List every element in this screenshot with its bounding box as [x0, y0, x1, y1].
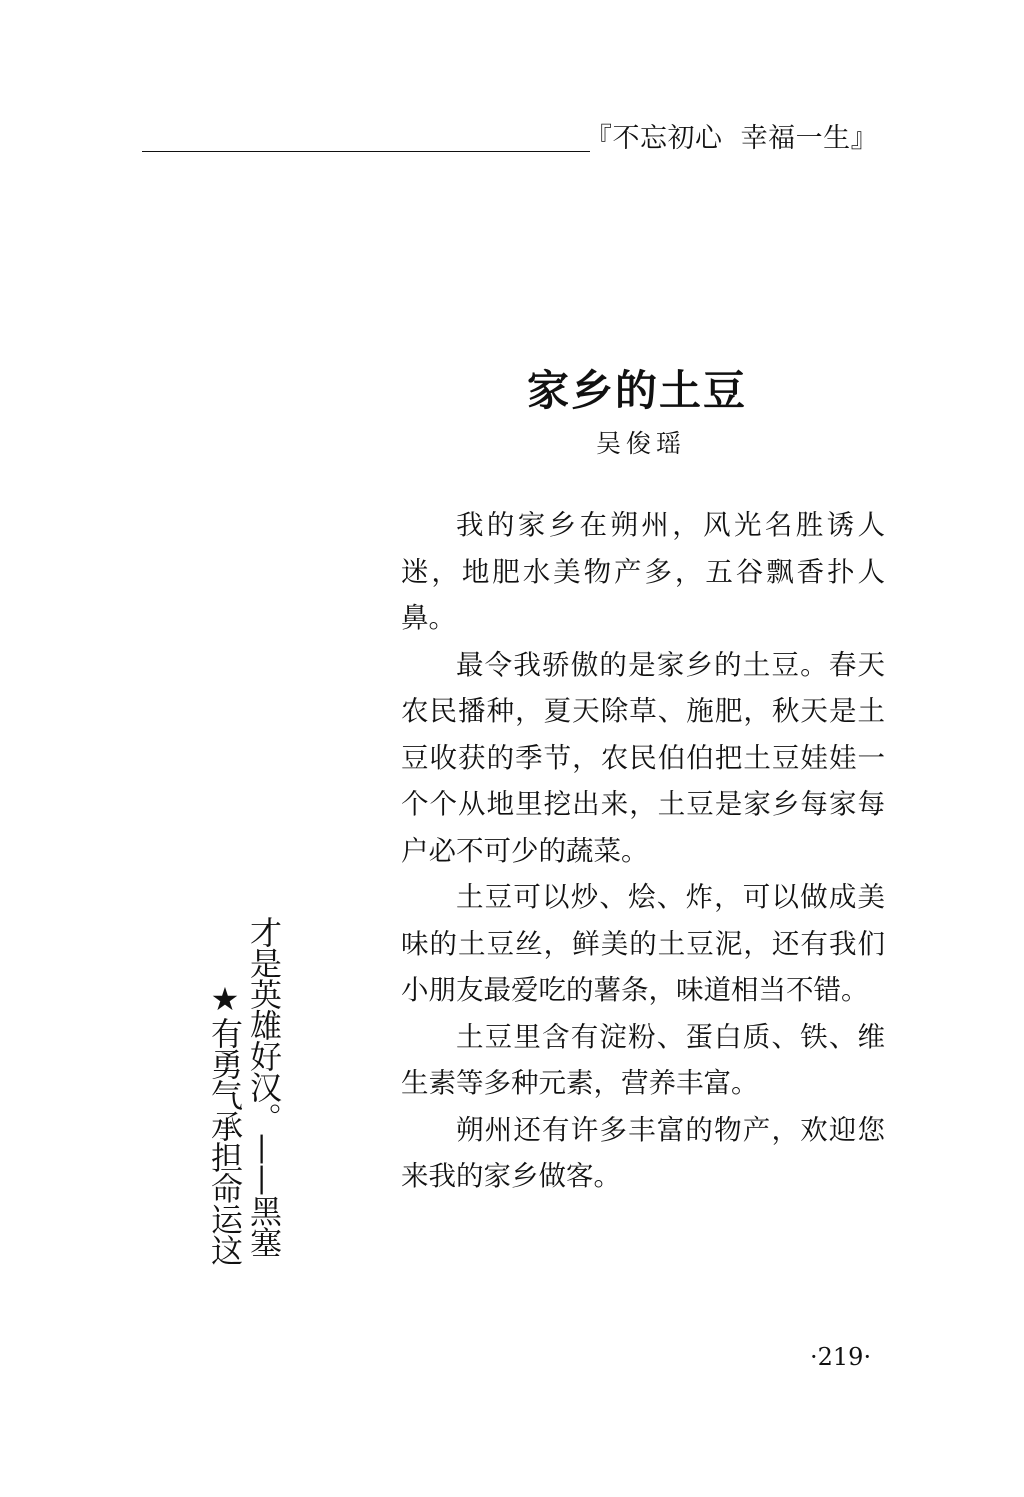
article-author: 吴俊瑶 — [596, 429, 687, 458]
article-title: 家乡的土豆 — [527, 366, 748, 415]
running-header-title: 『不忘初心 幸福一生』 — [585, 123, 879, 154]
paragraph: 土豆可以炒、烩、炸，可以做成美味的土豆丝，鲜美的土豆泥，还有我们小朋友最爱吃的薯条，味道相当不错。 — [401, 881, 885, 1006]
paragraph: 最令我骄傲的是家乡的土豆。春天农民播种，夏天除草、施肥，秋天是土豆收获的季节，农民伯伯把土豆娃娃一个个从地里挖出来，土豆是家乡每家每户必不可少的蔬菜。 — [401, 648, 885, 867]
page-number: ·219· — [810, 1343, 872, 1371]
article-body — [401, 502, 885, 1200]
sidebar-quote-line-2: ★有勇气承担命运这 — [206, 980, 244, 1265]
paragraph: 土豆里含有淀粉、蛋白质、铁、维生素等多种元素，营养丰富。 — [401, 1020, 885, 1099]
sidebar-quote-line-1: 才是英雄好汉。——黑塞 — [245, 916, 283, 1257]
paragraph: 我的家乡在朔州，风光名胜诱人迷，地肥水美物产多，五谷飘香扑人鼻。 — [401, 509, 885, 634]
header-rule — [142, 151, 590, 152]
paragraph: 朔州还有许多丰富的物产，欢迎您来我的家乡做客。 — [401, 1113, 885, 1192]
